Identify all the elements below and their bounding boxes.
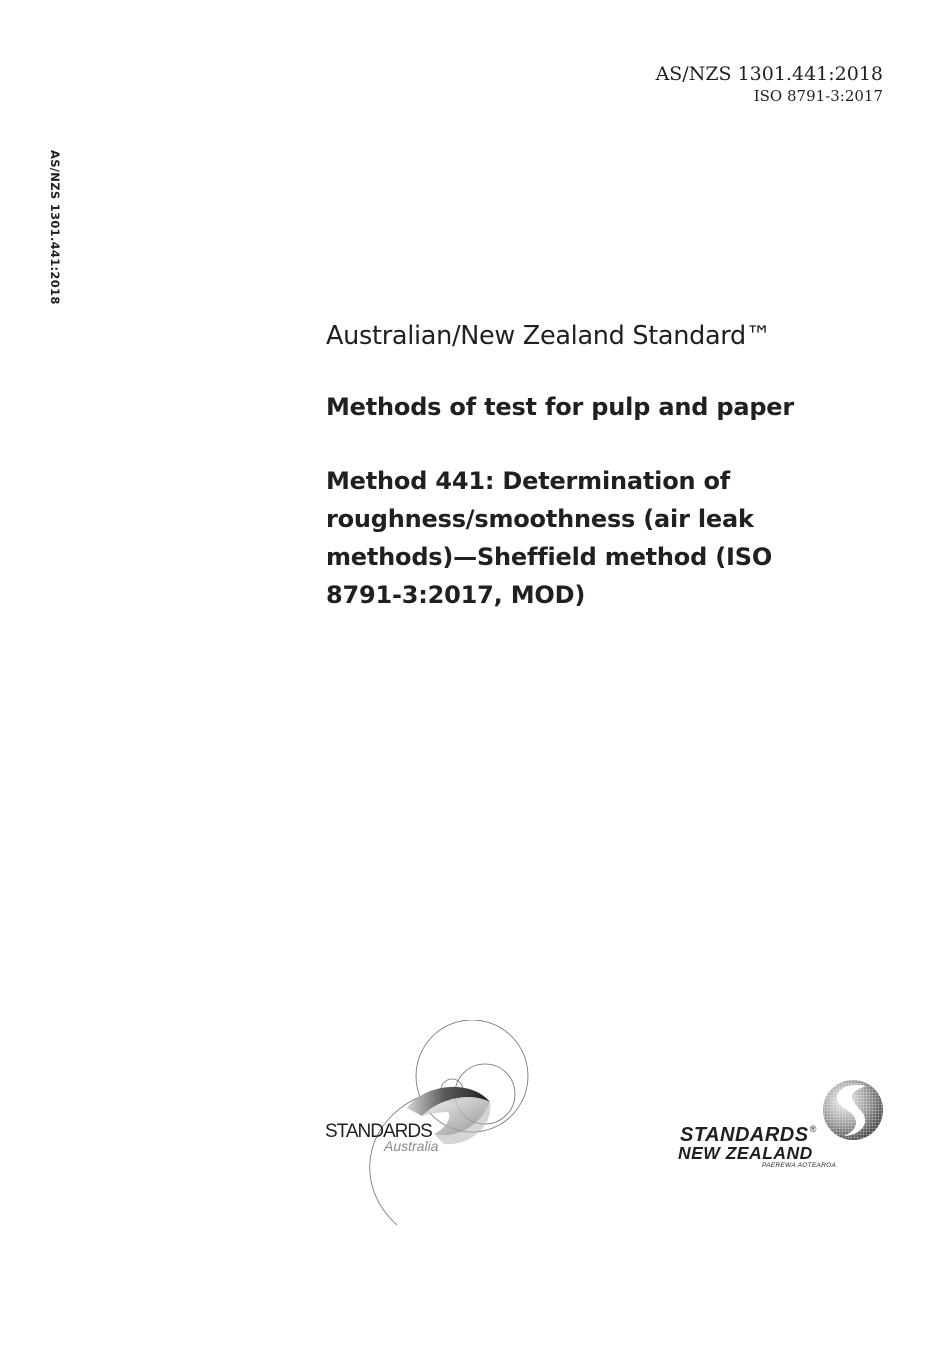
title-block — [326, 318, 846, 614]
iso-number: ISO 8791-3:2017 — [753, 87, 883, 105]
method-title-line: roughness/smoothness (air leak — [326, 505, 754, 533]
standard-number: AS/NZS 1301.441:2018 — [655, 63, 883, 85]
registered-mark: ® — [809, 1124, 817, 1134]
method-title-line: 8791-3:2017, MOD) — [326, 581, 586, 609]
method-title-line: methods)—Sheffield method (ISO — [326, 543, 773, 571]
sa-logo-wordmark: STANDARDS — [325, 1121, 432, 1142]
standards-australia-logo — [322, 1020, 542, 1235]
standards-new-zealand-logo — [676, 1076, 896, 1176]
method-title-line: Method 441: Determination of — [326, 467, 731, 495]
snz-logo-country: NEW ZEALAND — [678, 1143, 813, 1163]
spine-label: AS/NZS 1301.441:2018 — [48, 150, 62, 305]
snz-logo-maori-name: PAEREWA AOTEAROA — [762, 1162, 837, 1169]
series-title: Australian/New Zealand Standard™ — [326, 321, 772, 351]
snz-logo-wordmark-text: STANDARDS — [680, 1124, 809, 1146]
method-title — [326, 462, 846, 614]
document-designation — [656, 62, 883, 107]
part-title: Methods of test for pulp and paper — [326, 393, 795, 421]
sa-logo-subtitle: Australia — [384, 1138, 439, 1154]
